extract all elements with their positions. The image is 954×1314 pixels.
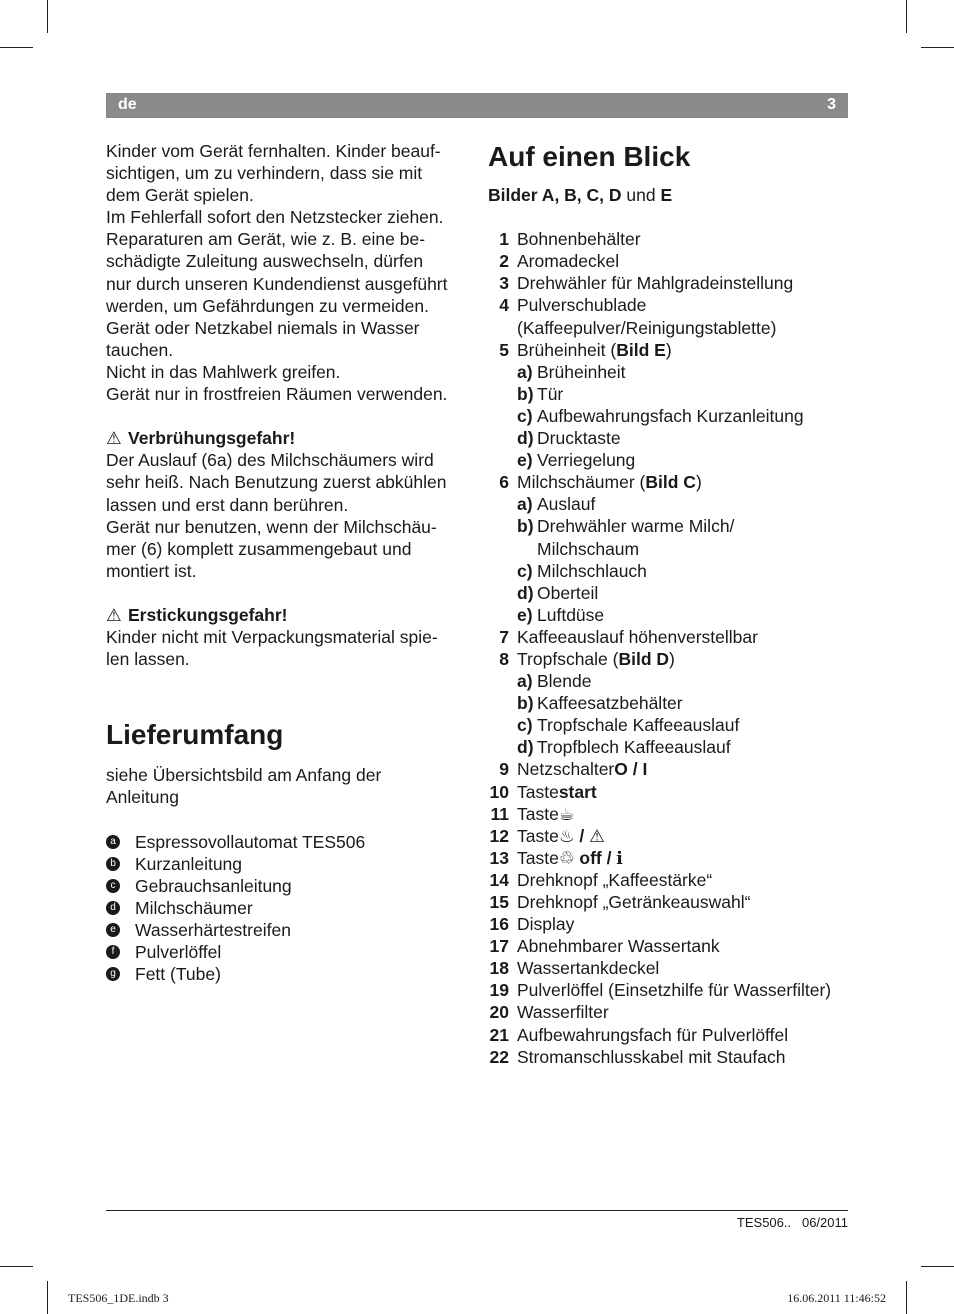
- list-item: 20 Wasserfilter: [489, 1002, 609, 1023]
- list-item: 1 Bohnenbehälter: [499, 229, 641, 250]
- list-item: 7 Kaffeeauslauf höhenverstellbar: [499, 626, 758, 647]
- circled-letter-icon: e: [106, 923, 120, 937]
- list-item: 13 Taste ♲ off / ℹ: [489, 847, 623, 868]
- list-item-continuation: (Kaffeepulver/Reinigungstablette): [517, 317, 777, 338]
- list-item: b Kurzanleitung: [106, 853, 476, 875]
- sub-item: d) Drucktaste: [517, 428, 621, 449]
- section-title-lieferumfang: Lieferumfang: [106, 719, 284, 751]
- text-line: Gerät nur benutzen, wenn der Milchschäu-: [106, 516, 437, 537]
- text-line: mer (6) komplett zusammengebaut und: [106, 538, 412, 559]
- sub-item: d) Tropfblech Kaffeeauslauf: [517, 737, 731, 758]
- sub-item: c) Tropfschale Kaffeeauslauf: [517, 715, 740, 736]
- text-line: Reparaturen am Gerät, wie z. B. eine be-: [106, 229, 426, 250]
- sub-item: a) Blende: [517, 671, 592, 692]
- list-item: 9 Netzschalter O / I: [499, 759, 648, 780]
- crop-mark: [47, 1281, 48, 1314]
- text-line: tauchen.: [106, 339, 174, 360]
- slug-filename: TES506_1DE.indb 3: [68, 1291, 169, 1305]
- text-line: Anleitung: [106, 787, 179, 808]
- eco-off-info-icon: ♲ off / ℹ: [558, 847, 623, 868]
- list-item: 22 Stromanschlusskabel mit Staufach: [489, 1046, 786, 1067]
- text-line: sichtigen, um zu verhindern, dass sie mit: [106, 163, 423, 184]
- warning-triangle-icon: ⚠: [106, 604, 122, 625]
- list-item: c Gebrauchsanleitung: [106, 875, 476, 897]
- list-item: d Milchschäumer: [106, 897, 476, 919]
- list-item: 17 Abnehmbarer Wassertank: [489, 936, 720, 957]
- list-item: 19 Pulverlöffel (Einsetzhilfe für Wasserfilter): [489, 980, 832, 1001]
- circled-letter-icon: f: [106, 945, 120, 959]
- circled-letter-icon: b: [106, 857, 120, 871]
- circled-letter-icon: a: [106, 835, 120, 849]
- text-line: montiert ist.: [106, 560, 197, 581]
- text-line: len lassen.: [106, 649, 190, 670]
- text-line: lassen und erst dann berühren.: [106, 494, 349, 515]
- crop-mark: [921, 1266, 954, 1267]
- sub-item: a) Brüheinheit: [517, 361, 626, 382]
- crop-mark: [0, 47, 33, 48]
- safety-intro: [106, 140, 476, 405]
- crop-mark: [906, 0, 907, 33]
- list-item: 21 Aufbewahrungsfach für Pulverlöffel: [489, 1024, 789, 1045]
- page-footer: TES506.. 06/2011: [736, 1215, 848, 1230]
- sub-item-continuation: Milchschaum: [537, 538, 640, 559]
- text-line: nur durch unseren Kundendienst ausgeführt: [106, 273, 448, 294]
- text-line: Im Fehlerfall sofort den Netzstecker ziehen.: [106, 207, 444, 228]
- sub-item: c) Milchschlauch: [517, 560, 647, 581]
- page-number: 3: [827, 96, 836, 113]
- list-item: f Pulverlöffel: [106, 941, 476, 963]
- crop-mark: [906, 1281, 907, 1314]
- sub-item: c) Aufbewahrungsfach Kurzanleitung: [517, 405, 804, 426]
- crop-mark: [47, 0, 48, 33]
- text-line: sehr heiß. Nach Benutzung zuerst abkühlen: [106, 472, 447, 493]
- coffee-cup-icon: ☕: [558, 803, 575, 824]
- list-item: 5 Brüheinheit ( Bild E ): [499, 339, 672, 360]
- sub-item: e) Verriegelung: [517, 450, 636, 471]
- list-item: 11 Taste ☕: [490, 803, 575, 824]
- sub-item: b) Kaffeesatzbehälter: [517, 693, 683, 714]
- steam-descale-icon: ♨ / ⚠: [558, 825, 605, 846]
- language-code: de: [118, 96, 137, 113]
- list-item: 14 Drehknopf „Kaffeestärke“: [489, 869, 713, 890]
- right-column: [488, 140, 858, 1068]
- warning-title: Erstickungsgefahr!: [128, 604, 288, 625]
- warning-scalding: [106, 427, 476, 582]
- sub-item: a) Auslauf: [517, 494, 596, 515]
- text-line: Kinder vom Gerät fernhalten. Kinder beauf-: [106, 141, 441, 161]
- list-item: 8 Tropfschale ( Bild D ): [499, 648, 675, 669]
- contents-list: [106, 831, 476, 986]
- list-item: g Fett (Tube): [106, 963, 476, 985]
- figures-reference: Bilder A, B, C, D und E: [488, 185, 673, 205]
- sub-item: d) Oberteil: [517, 582, 599, 603]
- circled-letter-icon: d: [106, 901, 120, 915]
- text-line: Kinder nicht mit Verpackungsmaterial spie-: [106, 627, 438, 648]
- section-title-overview: Auf einen Blick: [488, 141, 691, 172]
- list-item: 4 Pulverschublade: [499, 295, 647, 316]
- list-item: e Wasserhärtestreifen: [106, 919, 476, 941]
- warning-suffocation: [106, 604, 476, 670]
- sub-item: b) Tür: [517, 383, 564, 404]
- text-line: Gerät nur in frostfreien Räumen verwenden.: [106, 384, 448, 405]
- text-line: dem Gerät spielen.: [106, 185, 254, 206]
- warning-triangle-icon: ⚠: [106, 428, 122, 449]
- left-column: [106, 140, 476, 985]
- text-line: schädigte Zuleitung auswechseln, dürfen: [106, 251, 424, 272]
- text-line: siehe Übersichtsbild am Anfang der: [106, 765, 382, 786]
- page-header: [106, 93, 848, 118]
- text-line: werden, um Gefährdungen zu vermeiden.: [106, 295, 429, 316]
- slug-timestamp: 16.06.2011 11:46:52: [787, 1291, 886, 1305]
- sub-item: e) Luftdüse: [517, 604, 605, 625]
- parts-list: [488, 228, 858, 1068]
- list-item: 3 Drehwähler für Mahlgradeinstellung: [499, 273, 794, 294]
- crop-mark: [921, 47, 954, 48]
- footer-rule: [106, 1210, 848, 1211]
- text-line: Der Auslauf (6a) des Milchschäumers wird: [106, 450, 434, 471]
- list-item: 18 Wassertankdeckel: [489, 958, 660, 979]
- list-item: 16 Display: [489, 914, 575, 935]
- list-item: 12 Taste ♨ / ⚠: [489, 825, 605, 846]
- list-item: 2 Aromadeckel: [499, 251, 620, 272]
- crop-mark: [0, 1266, 33, 1267]
- text-line: Nicht in das Mahlwerk greifen.: [106, 361, 341, 382]
- list-item: a Espressovollautomat TES506: [106, 831, 476, 853]
- list-item: 15 Drehknopf „Getränkeauswahl“: [489, 892, 751, 912]
- warning-title: Verbrühungsgefahr!: [128, 428, 296, 449]
- circled-letter-icon: c: [106, 879, 120, 893]
- text-line: Gerät oder Netzkabel niemals in Wasser: [106, 317, 420, 338]
- list-item: 6 Milchschäumer ( Bild C ): [499, 472, 702, 493]
- list-item: 10 Taste start: [489, 781, 597, 802]
- circled-letter-icon: g: [106, 967, 120, 981]
- sub-item: b) Drehwähler warme Milch/: [517, 516, 735, 537]
